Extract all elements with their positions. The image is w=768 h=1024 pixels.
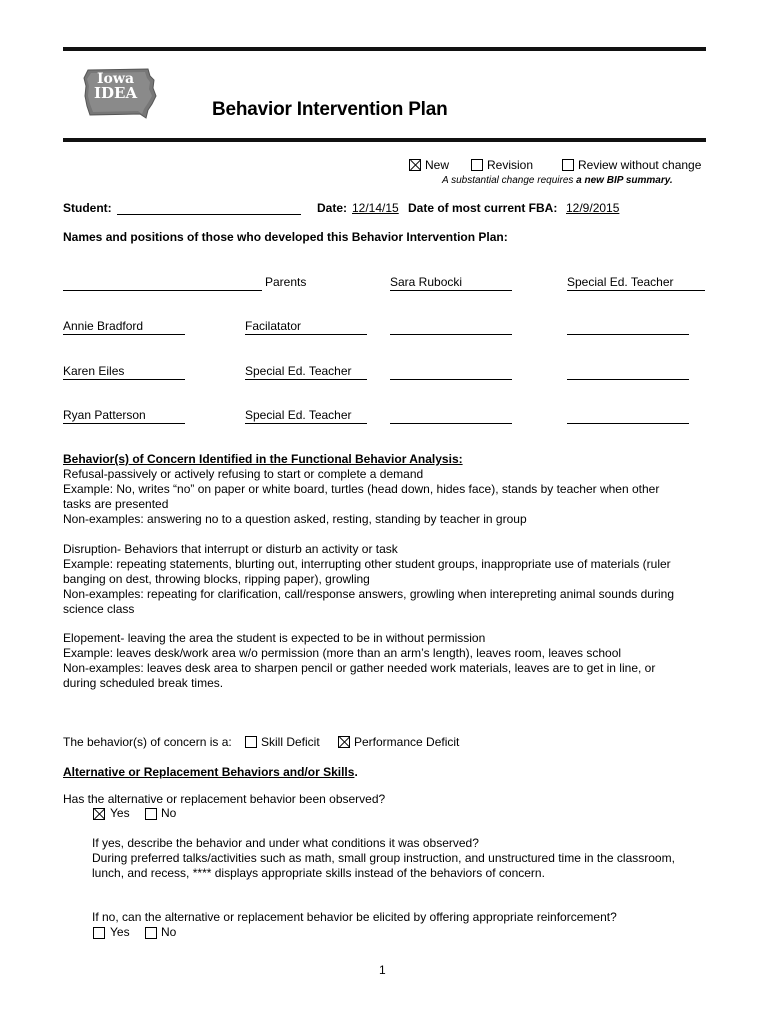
- top-rule: [63, 47, 706, 51]
- dev-row4-name1-underline: [63, 423, 185, 424]
- date-value: 12/14/15: [352, 201, 399, 215]
- substantial-change-note: [442, 175, 673, 186]
- if-yes-block: [92, 836, 707, 881]
- dev-row2-name1: Annie Bradford: [63, 319, 144, 333]
- alternative-heading-text: Alternative or Replacement Behaviors and/or Skills: [63, 765, 355, 779]
- dev-row4-name1: Ryan Patterson: [63, 408, 146, 422]
- performance-deficit-checkbox[interactable]: [338, 736, 350, 748]
- dev-row2-pos1: Facilatator: [245, 319, 302, 333]
- q1-yes-checkbox[interactable]: [93, 808, 105, 820]
- review-without-change-label: Review without change: [578, 158, 702, 172]
- dev-row4-pos1: Special Ed. Teacher: [245, 408, 352, 422]
- review-without-change-checkbox[interactable]: [562, 159, 574, 171]
- dev-row4-pos1-underline: [245, 423, 367, 424]
- new-checkbox[interactable]: [409, 159, 421, 171]
- refusal-line: Example: No, writes “no” on paper or white board, turtles (head down, hides face), stands by teacher when other: [63, 482, 660, 496]
- q2-no-label: No: [161, 925, 177, 939]
- page-number: 1: [379, 963, 386, 977]
- fba-date-value: 12/9/2015: [566, 201, 620, 215]
- developers-heading: Names and positions of those who developed this Behavior Intervention Plan:: [63, 230, 508, 244]
- q1-no-label: No: [161, 806, 177, 820]
- q2-text: If no, can the alternative or replacement behavior be elicited by offering appropriate reinforcement?: [92, 910, 617, 924]
- q1-yes-label: Yes: [110, 806, 130, 820]
- new-label: New: [425, 158, 450, 172]
- disruption-line: science class: [63, 602, 135, 616]
- dev-row2-name2-field[interactable]: [390, 334, 512, 335]
- dev-row2-pos1-underline: [245, 334, 367, 335]
- logo-text-iowa: Iowa: [97, 71, 135, 87]
- q2-yes-label: Yes: [110, 925, 130, 939]
- revision-checkbox[interactable]: [471, 159, 483, 171]
- note-bold: a new BIP summary.: [576, 175, 673, 186]
- note-prefix: A substantial change requires: [442, 175, 574, 186]
- skill-deficit-label: Skill Deficit: [261, 735, 320, 749]
- dev-row3-pos1: Special Ed. Teacher: [245, 364, 352, 378]
- iowa-idea-logo: [82, 66, 158, 120]
- dev-row2-name1-underline: [63, 334, 185, 335]
- dev-row1-name2: Sara Rubocki: [390, 275, 463, 289]
- elopement-line: during scheduled break times.: [63, 676, 224, 690]
- disruption-line: Disruption- Behaviors that interrupt or disturb an activity or task: [63, 542, 398, 556]
- page-title: Behavior Intervention Plan: [212, 99, 448, 120]
- logo-text-idea: IDEA: [94, 84, 138, 102]
- refusal-line: Non-examples: answering no to a question asked, resting, standing by teacher in group: [63, 512, 527, 526]
- q1-no-checkbox[interactable]: [145, 808, 157, 820]
- performance-deficit-label: Performance Deficit: [354, 735, 460, 749]
- dev-row2-pos2-field[interactable]: [567, 334, 689, 335]
- dev-row4-name2-field[interactable]: [390, 423, 512, 424]
- refusal-block: [63, 467, 708, 527]
- dev-row3-name2-field[interactable]: [390, 379, 512, 380]
- dev-row3-pos2-field[interactable]: [567, 379, 689, 380]
- disruption-block: [63, 542, 708, 617]
- refusal-line: Refusal-passively or actively refusing to start or complete a demand: [63, 467, 424, 481]
- dev-row3-name1: Karen Eiles: [63, 364, 125, 378]
- dev-row3-name1-underline: [63, 379, 185, 380]
- dev-row1-name2-underline: [390, 290, 512, 291]
- skill-deficit-checkbox[interactable]: [245, 736, 257, 748]
- if-yes-line: During preferred talks/activities such as math, small group instruction, and unstructured time in the classroom,: [92, 851, 675, 865]
- disruption-line: Non-examples: repeating for clarification, call/response answers, growling when interepreting animal sounds during: [63, 587, 674, 601]
- alternative-heading: [63, 765, 358, 780]
- if-yes-line: If yes, describe the behavior and under what conditions it was observed?: [92, 836, 479, 850]
- student-label: Student:: [63, 201, 112, 215]
- disruption-line: Example: repeating statements, blurting out, interrupting other student groups, inappropriate use of materials (ruler: [63, 557, 671, 571]
- date-label: Date:: [317, 201, 348, 215]
- q2-yes-checkbox[interactable]: [93, 927, 105, 939]
- dev-row1-pos2: Special Ed. Teacher: [567, 275, 674, 289]
- disruption-line: banging on dest, throwing blocks, ripping paper), growling: [63, 572, 370, 586]
- q1-text: Has the alternative or replacement behavior been observed?: [63, 792, 386, 806]
- dev-row1-name1-field[interactable]: [63, 290, 262, 291]
- elopement-line: Elopement- leaving the area the student is expected to be in without permission: [63, 631, 486, 645]
- revision-label: Revision: [487, 158, 534, 172]
- concern-type-prefix: The behavior(s) of concern is a:: [63, 735, 232, 749]
- behaviors-heading: Behavior(s) of Concern Identified in the Functional Behavior Analysis:: [63, 452, 463, 466]
- alternative-heading-period: .: [354, 765, 358, 779]
- header-bottom-rule: [63, 138, 706, 142]
- elopement-line: Non-examples: leaves desk area to sharpen pencil or gather needed work materials, leaves are to get in line, or: [63, 661, 656, 675]
- if-yes-line: lunch, and recess, **** displays appropriate skills instead of the behaviors of concern.: [92, 866, 545, 880]
- q2-no-checkbox[interactable]: [145, 927, 157, 939]
- elopement-block: [63, 631, 708, 691]
- elopement-line: Example: leaves desk/work area w/o permission (more than an arm’s length), leaves room, leaves school: [63, 646, 622, 660]
- dev-row1-pos1: Parents: [265, 275, 307, 289]
- student-name-field[interactable]: [117, 214, 301, 215]
- dev-row3-pos1-underline: [245, 379, 367, 380]
- refusal-line: tasks are presented: [63, 497, 169, 511]
- dev-row1-pos2-underline: [567, 290, 705, 291]
- dev-row4-pos2-field[interactable]: [567, 423, 689, 424]
- fba-date-label: Date of most current FBA:: [408, 201, 558, 215]
